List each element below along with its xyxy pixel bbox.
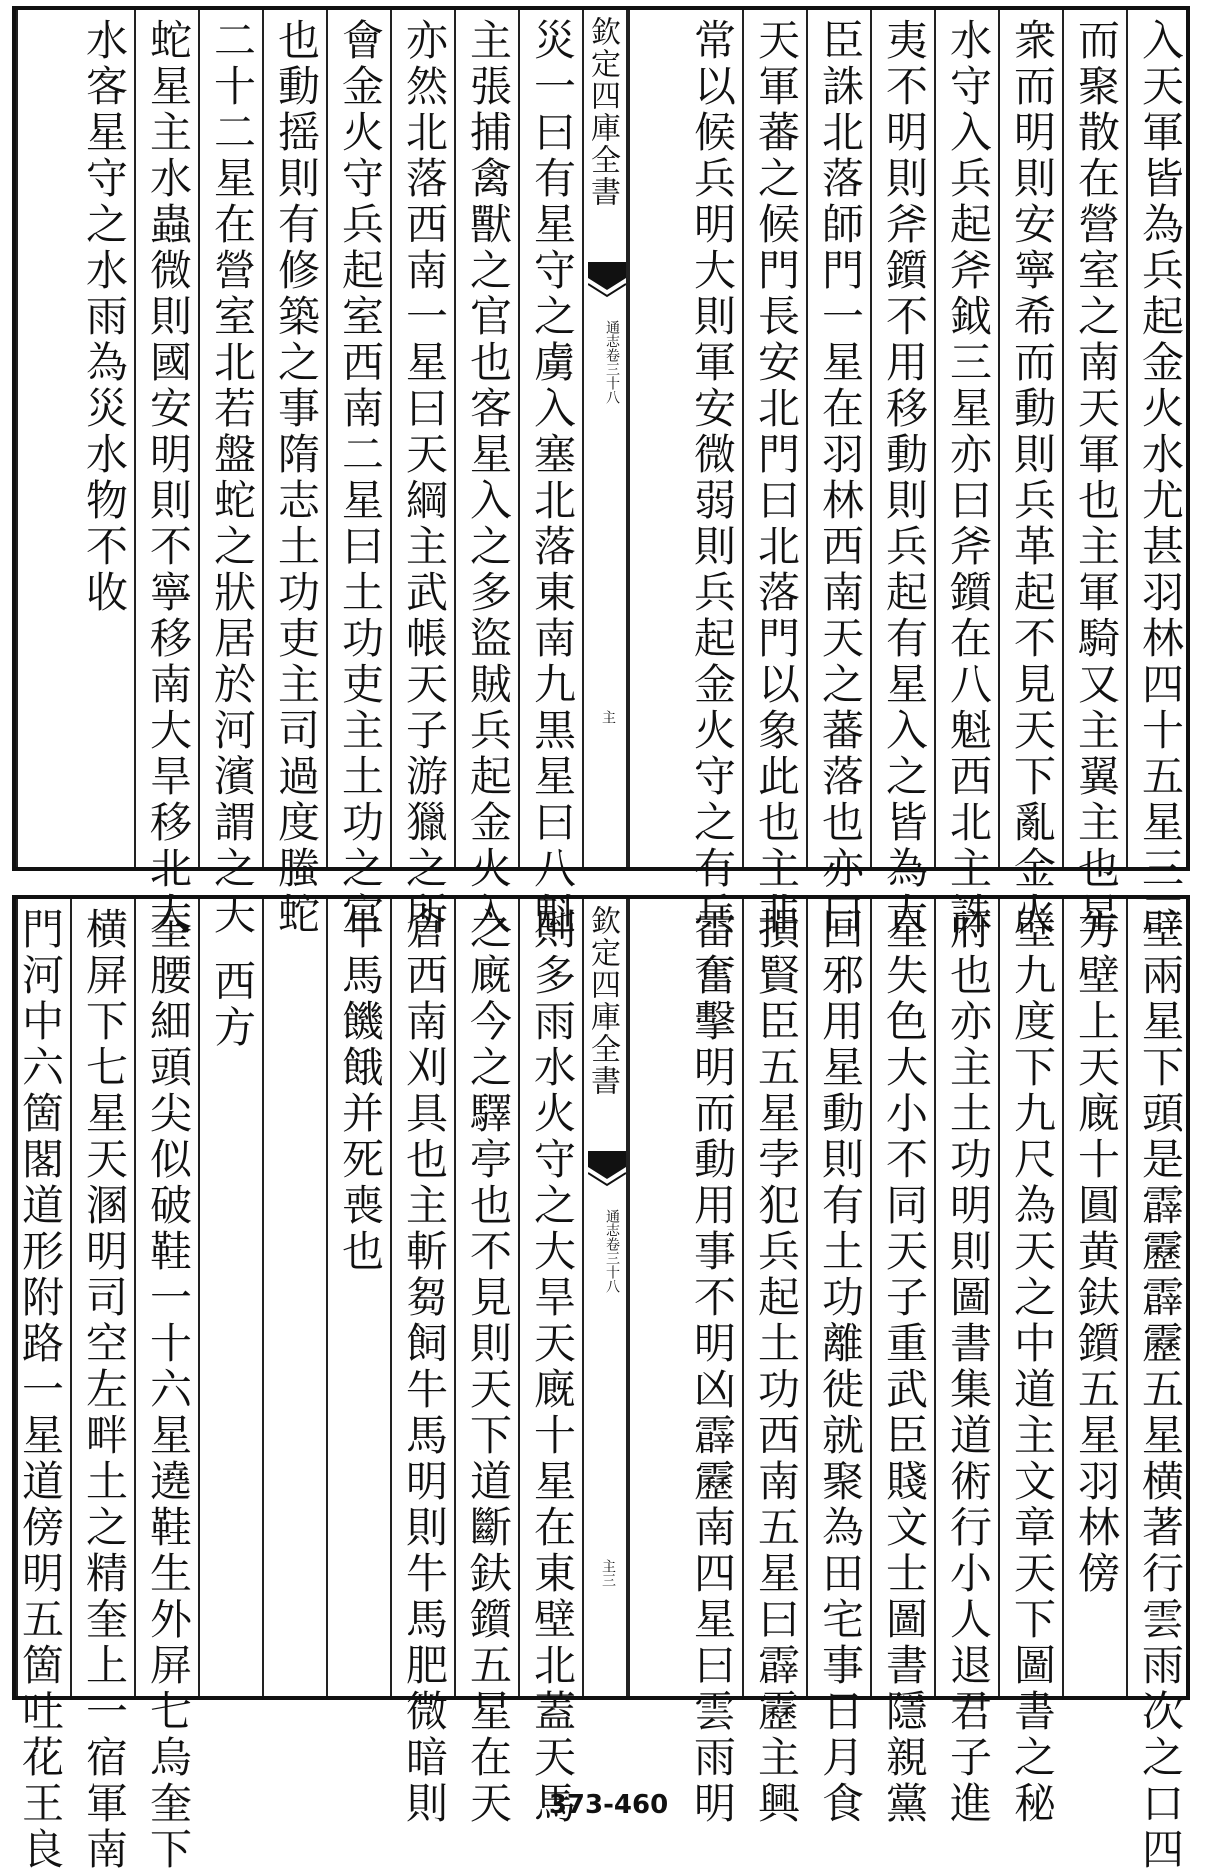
column-text: 回邪用星動則有土功離徙就聚為田宅事日月食 [816, 907, 865, 1827]
column-text: 水守入兵起斧鉞三星亦曰斧鑕在八魁西北主誅 [944, 18, 993, 938]
footer-page-number: 373-460 [548, 1790, 669, 1820]
text-column [1126, 899, 1190, 1873]
page-gutter [582, 899, 628, 1696]
text-column [16, 10, 134, 867]
text-column [16, 899, 70, 1873]
column-text: 二十二星在營室北若盤蛇之狀居於河濱謂之天 [208, 18, 257, 938]
text-column [454, 10, 518, 938]
column-text: 入天軍皆為兵起金火水尤甚羽林四十五星三三 [1136, 18, 1185, 938]
fish-tail-mark-icon [588, 262, 626, 300]
column-text: 壁九度下九尺為天之中道主文章天下圖書之秘 [1008, 907, 1057, 1827]
column-text: 水客星守之水雨為災水物不收 [80, 18, 129, 616]
gutter-page-number: 主 [600, 710, 616, 724]
column-text: 損賢臣五星孛犯兵起土功西南五星曰霹靂主興 [752, 907, 801, 1827]
column-text: 臣誅北落師門一星在羽林西南天之蕃落也亦曰 [816, 18, 865, 938]
text-column [1062, 899, 1126, 1696]
column-text: 倉西南刈具也主斬芻飼牛馬明則牛馬肥微暗則 [400, 907, 449, 1827]
column-text: 方壁上天廐十圓黄鈇鑕五星羽林傍 [1072, 907, 1121, 1597]
column-text: 則多雨水火守之大旱天廐十星在東壁北蓋天馬 [528, 907, 577, 1827]
text-column [742, 899, 806, 1827]
column-text: 府也亦主土功明則圖書集道術行小人退君子進 [944, 907, 993, 1827]
text-column [518, 10, 582, 938]
text-column [628, 10, 742, 938]
column-text: 夷不明則斧鑕不用移動則兵起有星入之皆為大 [880, 18, 929, 938]
column-text: 壁兩星下頭是霹靂霹靂五星横著行雲雨次之口四 [1136, 907, 1185, 1873]
text-column [870, 10, 934, 938]
column-text: 會金火守兵起室西南二星曰土功吏主土功之官 [336, 18, 385, 938]
gutter-page-number: 主三 [600, 1559, 616, 1587]
text-column [1062, 10, 1126, 938]
text-column [628, 899, 742, 1827]
column-text: 主張捕禽獸之官也客星入之多盜賊兵起金火入 [464, 18, 513, 938]
column-text: 常以候兵明大則軍安微弱則兵起金火守之有兵 [688, 18, 737, 938]
text-column [934, 10, 998, 938]
text-column [998, 10, 1062, 938]
column-text: 天軍蕃之候門長安北門曰北落門以象此也主非 [752, 18, 801, 938]
column-text: 星失色大小不同天子重武臣賤文士圖書隱親黨 [880, 907, 929, 1827]
column-text: 奎腰細頭尖似破鞋一十六星遶鞋生外屏七烏奎下 [144, 907, 193, 1873]
column-text: 亦然北落西南一星曰天綱主武帳天子游獵之所 [400, 18, 449, 938]
text-column [262, 899, 326, 1696]
text-column [806, 10, 870, 938]
gutter-volume: 通志卷三十八 [604, 1209, 620, 1293]
fish-tail-mark-icon [588, 1151, 626, 1189]
column-text: 横屏下七星天溷明司空左畔土之精奎上一宿軍南 [80, 907, 129, 1873]
text-column [390, 10, 454, 938]
page-gutter [582, 10, 628, 867]
top-page [12, 6, 1190, 938]
text-column [454, 899, 518, 1827]
text-column [1126, 10, 1190, 938]
gutter-title: 欽定四庫全書 [585, 905, 620, 1097]
column-text: 災一曰有星守之虜入塞北落東南九黒星曰八魁 [528, 18, 577, 938]
column-text: 牛馬饑餓并死喪也 [336, 907, 385, 1275]
text-column [134, 10, 198, 938]
text-column [390, 899, 454, 1827]
text-column [262, 10, 326, 938]
text-column [198, 899, 262, 1696]
column-text: 雷奮擊明而動用事不明凶霹靂南四星曰雲雨明 [688, 907, 737, 1827]
text-column [70, 899, 134, 1873]
text-column [326, 899, 390, 1696]
text-column [134, 899, 198, 1873]
column-text: 而聚散在營室之南天軍也主軍騎又主翼主也星 [1072, 18, 1121, 938]
top-columns [16, 10, 1186, 938]
gutter-title: 欽定四庫全書 [585, 16, 620, 208]
text-column [518, 899, 582, 1827]
column-text: 衆而明則安寧希而動則兵革起不見天下亂金火 [1008, 18, 1057, 938]
column-text: 蛇星主水蟲微則國安明則不寧移南大旱移北大 [144, 18, 193, 938]
text-column [870, 899, 934, 1827]
text-column [198, 10, 262, 938]
column-text: 也動摇則有修築之事隋志土功吏主司過度螣蛇 [272, 18, 321, 938]
column-text: 之廐今之驛亭也不見則天下道斷鈇鑕五星在天 [464, 907, 513, 1827]
text-column [806, 899, 870, 1827]
text-column [934, 899, 998, 1827]
text-column [742, 10, 806, 938]
gutter-volume: 通志卷三十八 [604, 320, 620, 404]
text-column [998, 899, 1062, 1827]
section-heading: 西方 [208, 959, 257, 1051]
text-column [326, 10, 390, 938]
column-text: 門河中六箇閣道形附路一星道傍明五箇吐花王良 [16, 907, 65, 1873]
